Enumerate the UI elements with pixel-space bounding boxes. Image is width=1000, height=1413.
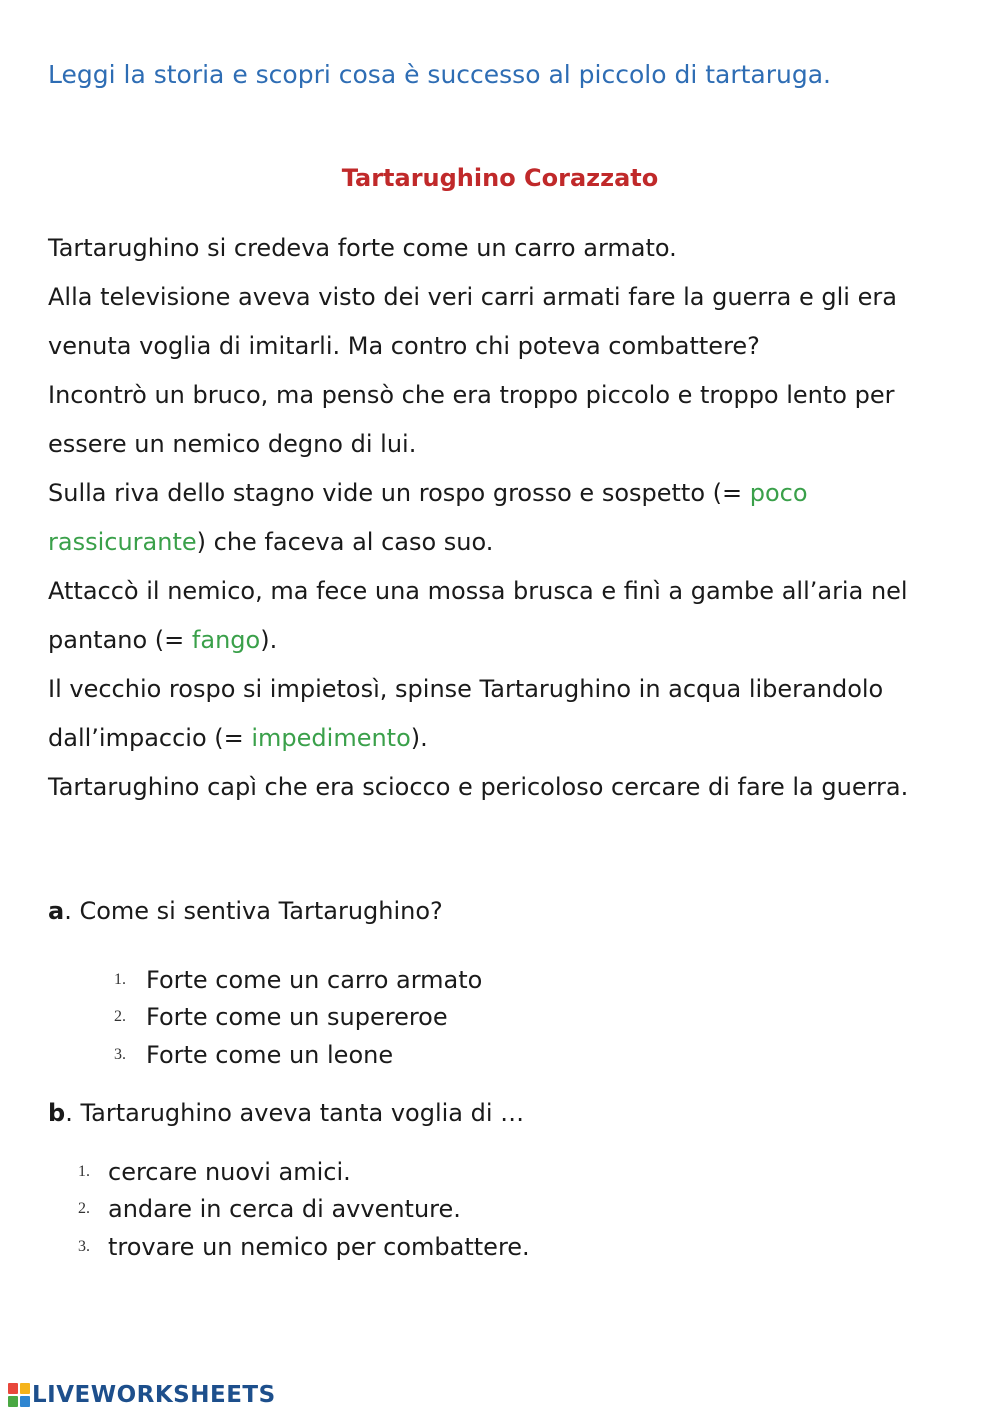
- logo-text: LIVEWORKSHEETS: [32, 1382, 276, 1408]
- option-number: 2.: [114, 1008, 126, 1026]
- option-text: Forte come un supereroe: [146, 1003, 448, 1032]
- story-text: Alla televisione aveva visto dei veri carri armati fare la guerra e gli era venuta voglia di imitarli. Ma contro chi poteva combattere?: [48, 283, 897, 360]
- story-text: Sulla riva dello stagno vide un rospo grosso e sospetto (=: [48, 479, 750, 507]
- liveworksheets-logo-icon: [8, 1383, 30, 1407]
- glossary-term: fango: [191, 626, 261, 654]
- option-text: Forte come un leone: [146, 1040, 394, 1069]
- story-text: Attaccò il nemico, ma fece una mossa brusca e finì a gambe all’aria nel pantano (=: [48, 577, 908, 654]
- story-paragraph: [48, 763, 968, 812]
- glossary-term: impedimento: [251, 724, 411, 752]
- option-number: 1.: [114, 970, 126, 988]
- story-body: [48, 224, 968, 812]
- question-a-options: [114, 961, 482, 1074]
- option-number: 2.: [78, 1200, 90, 1218]
- question-text: . Tartarughino aveva tanta voglia di …: [65, 1099, 525, 1127]
- question-a: [48, 897, 443, 925]
- answer-option[interactable]: [78, 1191, 530, 1229]
- story-text: Tartarughino si credeva forte come un carro armato.: [48, 234, 677, 262]
- story-text: ).: [260, 626, 278, 654]
- story-paragraph: [48, 224, 968, 273]
- answer-option[interactable]: [114, 961, 482, 999]
- story-paragraph: [48, 273, 968, 371]
- story-text: ).: [410, 724, 428, 752]
- answer-option[interactable]: [78, 1228, 530, 1266]
- option-text: Forte come un carro armato: [146, 965, 483, 994]
- story-title: Tartarughino Corazzato: [341, 164, 659, 192]
- option-number: 1.: [78, 1162, 90, 1180]
- story-text: Incontrò un bruco, ma pensò che era troppo piccolo e troppo lento per essere un nemico degno di lui.: [48, 381, 895, 458]
- story-text: Il vecchio rospo si impietosì, spinse Tartarughino in acqua liberandolo dall’impaccio (=: [48, 675, 884, 752]
- option-number: 3.: [114, 1045, 126, 1063]
- answer-option[interactable]: [114, 1036, 482, 1074]
- glossary-term: poco rassicurante: [48, 479, 808, 556]
- question-text: . Come si sentiva Tartarughino?: [64, 897, 443, 925]
- question-letter: a: [48, 897, 65, 925]
- option-text: trovare un nemico per combattere.: [108, 1232, 530, 1261]
- story-paragraph: [48, 567, 968, 665]
- story-paragraph: [48, 371, 968, 469]
- answer-option[interactable]: [78, 1153, 530, 1191]
- story-paragraph: [48, 665, 968, 763]
- instruction-text: Leggi la storia e scopri cosa è successo al piccolo di tartaruga.: [48, 60, 831, 89]
- option-text: cercare nuovi amici.: [108, 1157, 351, 1186]
- question-b-options: [78, 1153, 530, 1266]
- story-text: Tartarughino capì che era sciocco e pericoloso cercare di fare la guerra.: [48, 773, 909, 801]
- question-b: [48, 1099, 524, 1127]
- option-number: 3.: [78, 1237, 90, 1255]
- liveworksheets-logo[interactable]: [8, 1380, 276, 1410]
- answer-option[interactable]: [114, 999, 482, 1037]
- question-letter: b: [48, 1099, 66, 1127]
- option-text: andare in cerca di avventure.: [108, 1195, 461, 1224]
- story-text: ) che faceva al caso suo.: [196, 528, 494, 556]
- story-paragraph: [48, 469, 968, 567]
